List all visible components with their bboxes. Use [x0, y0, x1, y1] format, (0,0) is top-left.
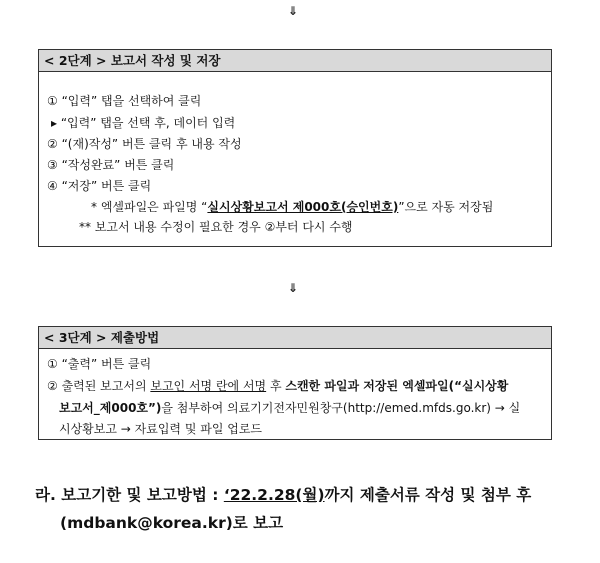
step2-line-3: ② “(재)작성” 버튼 클릭 후 내용 작성	[47, 137, 242, 151]
deadline-prefix: 라. 보고기한 및 보고방법 :	[35, 486, 224, 504]
step3-header: < 3단계 > 제출방법	[39, 327, 551, 349]
step2-header: < 2단계 > 보고서 작성 및 저장	[39, 50, 551, 72]
step3-line-1: ① “출력” 버튼 클릭	[47, 357, 152, 371]
step2-box	[38, 49, 552, 247]
report-filename: 보고서_제000호”)	[59, 401, 162, 415]
step2-line-1: ① “입력” 탭을 선택하여 클릭	[47, 94, 202, 108]
step2-note-2: ** 보고서 내용 수정이 필요한 경우 ②부터 다시 수행	[79, 220, 353, 234]
step3-box	[38, 326, 552, 440]
deadline-line-2: (mdbank@korea.kr)로 보고	[60, 514, 284, 532]
deadline-date: ‘22.2.28(월)	[223, 486, 325, 504]
scanned-file-instruction: 스캔한 파일과 저장된 엑셀파일(“실시상황	[285, 379, 509, 393]
step2-line-2: ▸ “입력” 탭을 선택 후, 데이터 입력	[51, 116, 236, 130]
step2-line-4: ③ “작성완료” 버튼 클릭	[47, 158, 175, 172]
down-arrow-icon: ⇓	[288, 281, 299, 295]
line2-part-a: ② 출력된 보고서의	[47, 379, 151, 393]
down-arrow-icon: ⇓	[288, 4, 299, 18]
signature-instruction: 보고인 서명 란에 서명	[150, 379, 267, 393]
excel-filename: 실시상황보고서 제000호(승인번호)	[207, 200, 399, 214]
step2-line-5: ④ “저장” 버튼 클릭	[47, 179, 152, 193]
note1-prefix: * 엑셀파일은 파일명 “	[91, 200, 208, 214]
step2-note-1	[91, 198, 493, 215]
step3-line-4: 시상황보고 → 자료입력 및 파일 업로드	[59, 422, 263, 436]
step3-line-2	[47, 377, 508, 394]
deadline-suffix: 까지 제출서류 작성 및 첨부 후	[324, 486, 532, 504]
line2-part-c: 후	[266, 379, 286, 393]
note1-suffix: ”으로 자동 저장됨	[398, 200, 494, 214]
line3-rest: 을 첨부하여 의료기기전자민원창구(http://emed.mfds.go.kr) → 실	[161, 401, 521, 415]
deadline-line-1	[35, 483, 531, 505]
step3-line-3	[59, 399, 520, 416]
